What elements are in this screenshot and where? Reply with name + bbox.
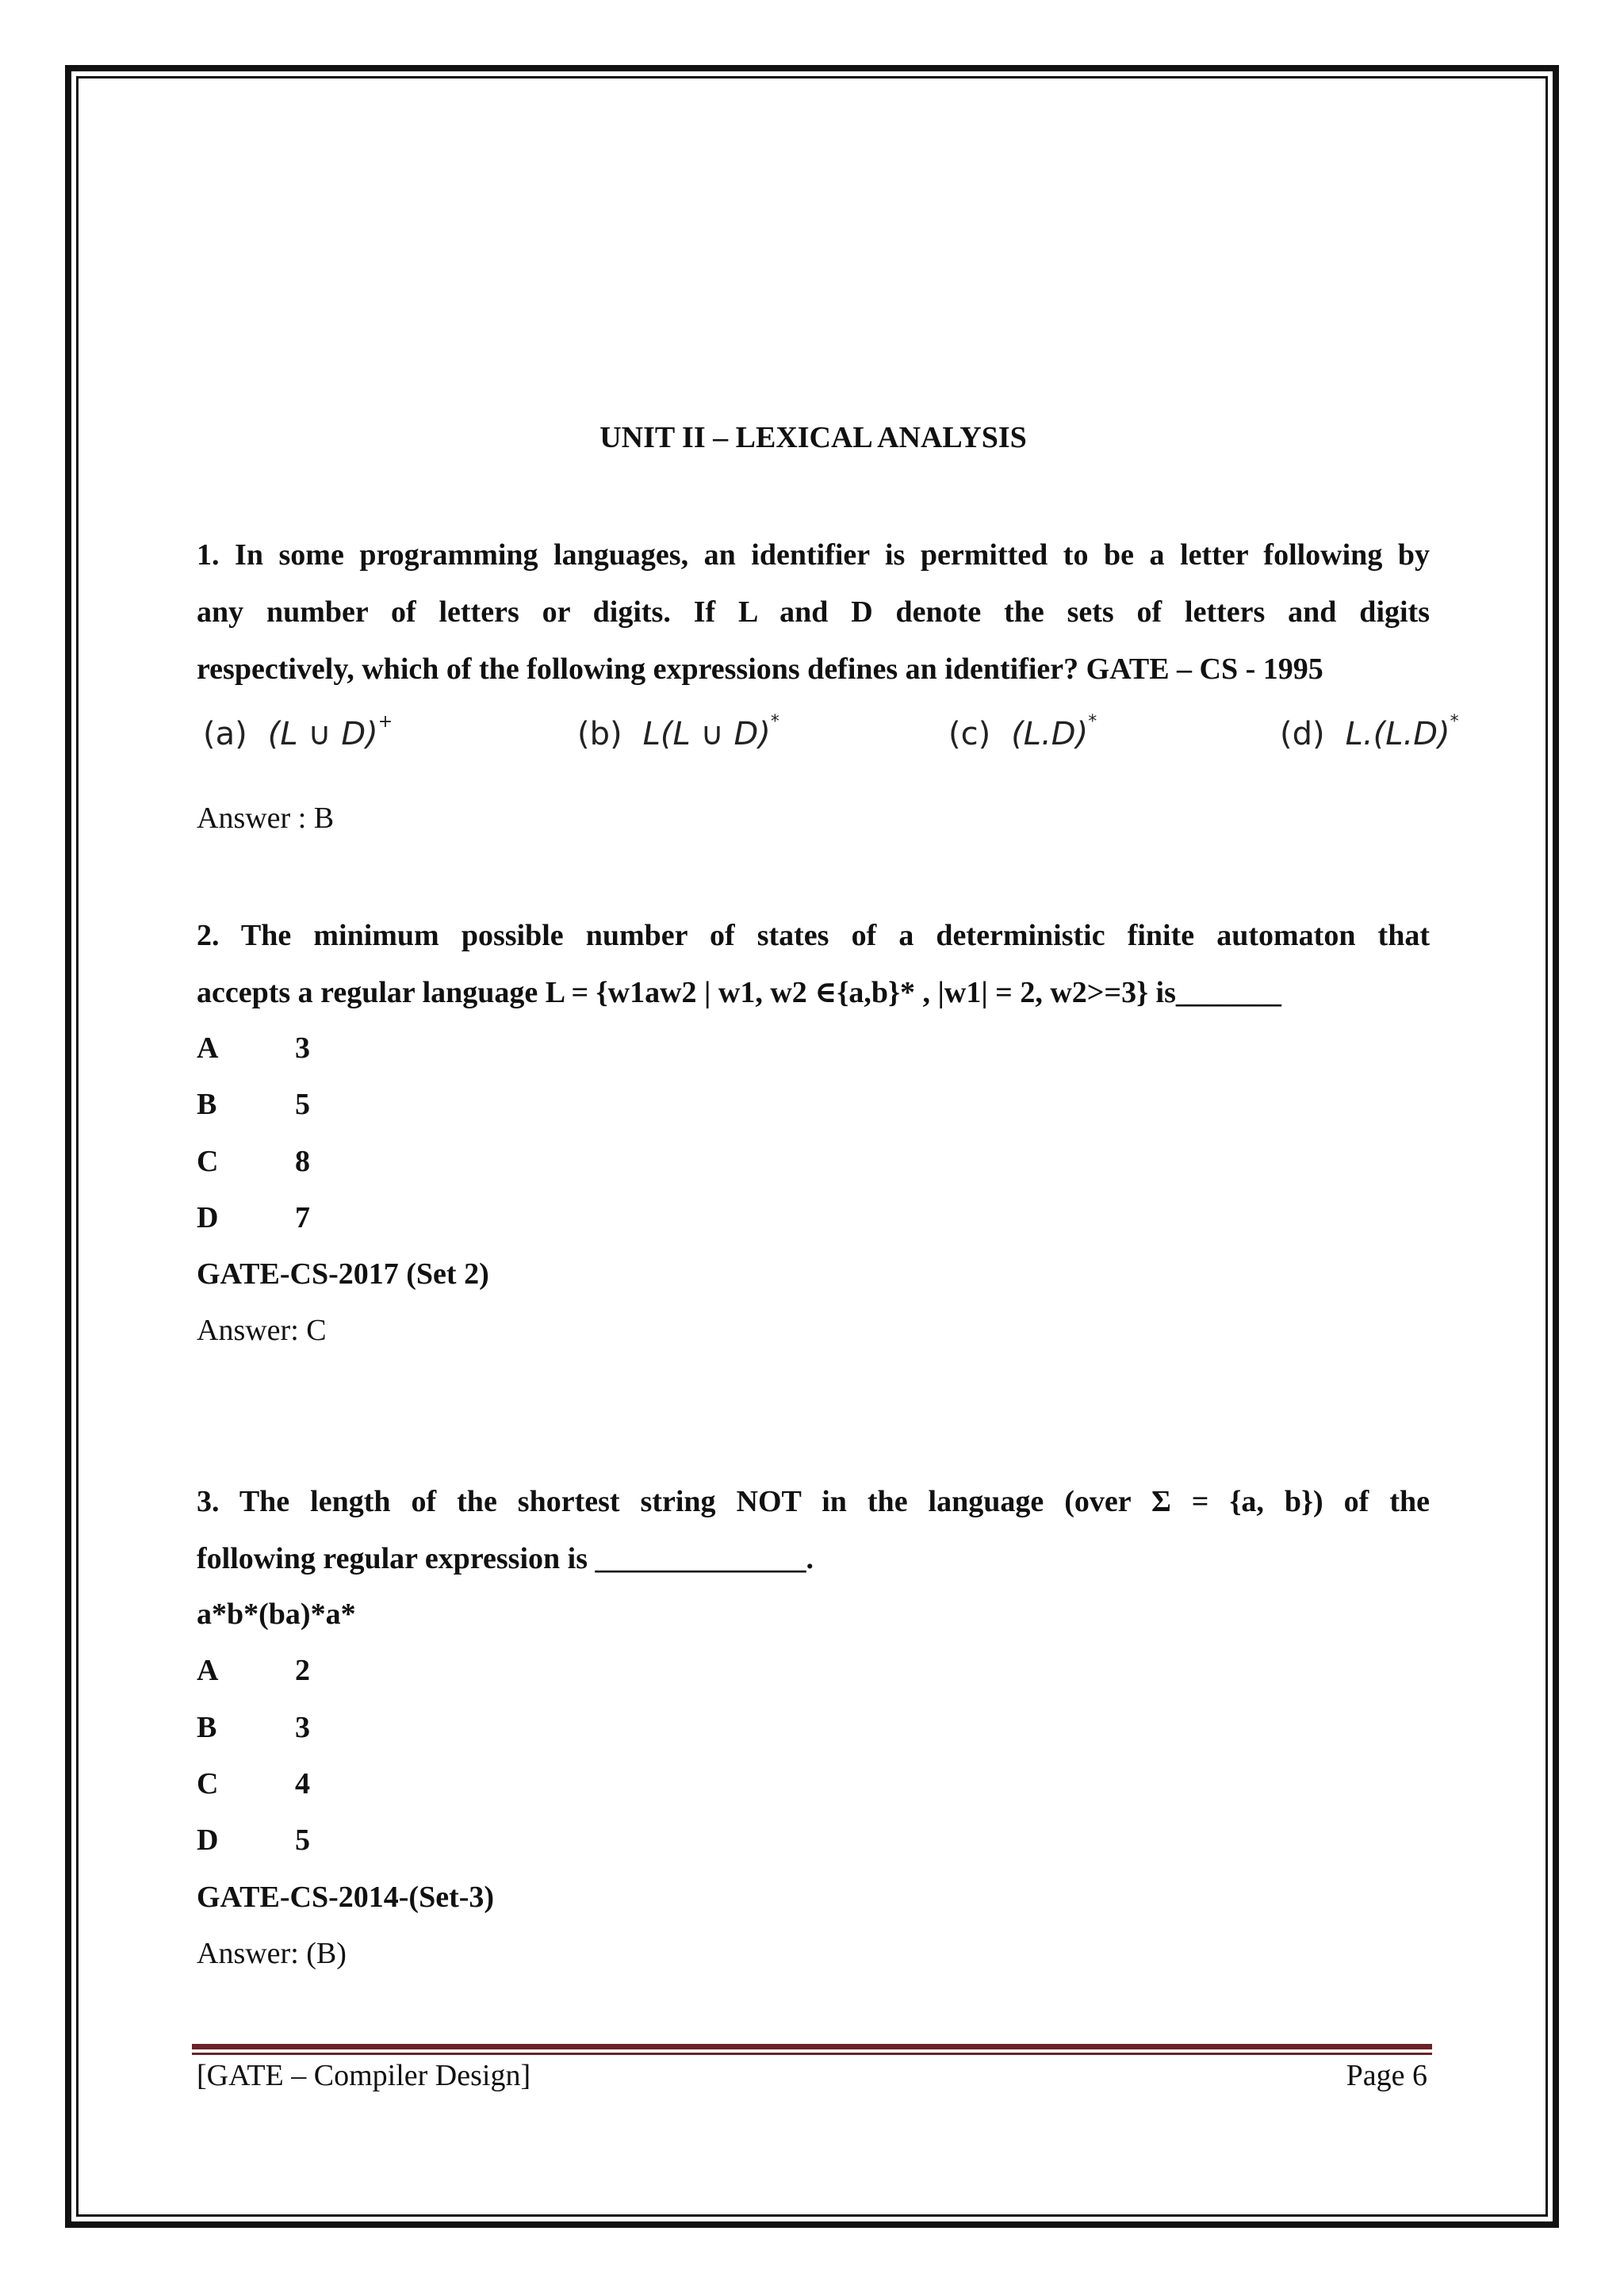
option-superscript: * — [1450, 712, 1459, 732]
option-value: 2 — [295, 1654, 310, 1687]
option-d — [1280, 712, 1459, 752]
option-row — [197, 1653, 310, 1688]
footer-rule-thin — [192, 2053, 1432, 2055]
option-row — [197, 1200, 310, 1235]
question-2-line: 2. The minimum possible number of states of a deterministic finite automaton that — [197, 919, 1430, 952]
option-value: 4 — [295, 1767, 310, 1800]
option-c — [948, 712, 1097, 752]
option-letter: A — [197, 1031, 219, 1065]
option-value: 3 — [295, 1711, 310, 1744]
question-1-line: any number of letters or digits. If L and D denote the sets of letters and digits — [197, 595, 1430, 629]
option-expression: (L.D) — [1011, 716, 1089, 752]
option-expression: L.(L.D) — [1345, 716, 1450, 752]
question-3-text — [197, 1473, 1430, 1587]
option-b — [577, 712, 779, 752]
option-row — [197, 1766, 310, 1801]
option-expression: (L ∪ D) — [267, 716, 378, 752]
option-value: 5 — [295, 1823, 310, 1857]
option-row — [197, 1144, 310, 1179]
answer-blank: ______________ — [595, 1542, 806, 1575]
answer-blank: _______ — [1175, 976, 1281, 1009]
option-row — [197, 1710, 310, 1745]
option-label: (d) — [1280, 716, 1325, 752]
question-3-source: GATE-CS-2014-(Set-3) — [197, 1881, 495, 1914]
question-3-line: following regular expression is — [197, 1542, 588, 1575]
option-letter: A — [197, 1654, 219, 1687]
option-letter: B — [197, 1711, 217, 1744]
question-1-line: 1. In some programming languages, an identifier is permitted to be a letter following by — [197, 538, 1430, 572]
question-2-source: GATE-CS-2017 (Set 2) — [197, 1257, 489, 1291]
question-3-regex: a*b*(ba)*a* — [197, 1598, 356, 1631]
question-1-text — [197, 526, 1430, 698]
question-3-answer: Answer: (B) — [197, 1937, 347, 1970]
option-row — [197, 1823, 310, 1858]
option-superscript: + — [377, 712, 393, 732]
option-row — [197, 1087, 310, 1122]
option-letter: D — [197, 1823, 219, 1857]
question-1-options — [197, 712, 1481, 767]
page-number: Page 6 — [1346, 2059, 1427, 2092]
blank-period: . — [806, 1542, 814, 1575]
question-3-line: 3. The length of the shortest string NOT in the language (over Σ = {a, b}) of the — [197, 1485, 1430, 1518]
option-label: (a) — [203, 716, 247, 752]
question-1-answer: Answer : B — [197, 802, 335, 835]
option-letter: C — [197, 1145, 219, 1178]
option-letter: D — [197, 1201, 219, 1234]
option-superscript: * — [770, 712, 779, 732]
option-label: (b) — [577, 716, 622, 752]
question-2-text — [197, 907, 1430, 1021]
option-a — [203, 712, 393, 752]
option-row — [197, 1031, 310, 1066]
option-label: (c) — [948, 716, 991, 752]
option-superscript: * — [1088, 712, 1097, 732]
option-value: 5 — [295, 1088, 310, 1121]
option-expression: L(L ∪ D) — [642, 716, 771, 752]
question-2-line: accepts a regular language L = {w1aw2 | w1, w2 ∈{a,b}* , |w1| = 2, w2>=3} is — [197, 976, 1176, 1009]
question-1-line: respectively, which of the following expressions defines an identifier? GATE – CS - 1995 — [197, 652, 1323, 686]
option-value: 8 — [295, 1145, 310, 1178]
option-value: 7 — [295, 1201, 310, 1234]
question-2-line-2 — [197, 964, 1430, 1021]
question-2-answer: Answer: C — [197, 1314, 327, 1347]
option-letter: C — [197, 1767, 219, 1800]
question-3-line-2 — [197, 1530, 1430, 1587]
option-letter: B — [197, 1088, 217, 1121]
footer-rule — [192, 2044, 1432, 2049]
unit-title: UNIT II – LEXICAL ANALYSIS — [599, 421, 1027, 454]
option-value: 3 — [295, 1031, 310, 1065]
footer-title: [GATE – Compiler Design] — [197, 2059, 531, 2092]
